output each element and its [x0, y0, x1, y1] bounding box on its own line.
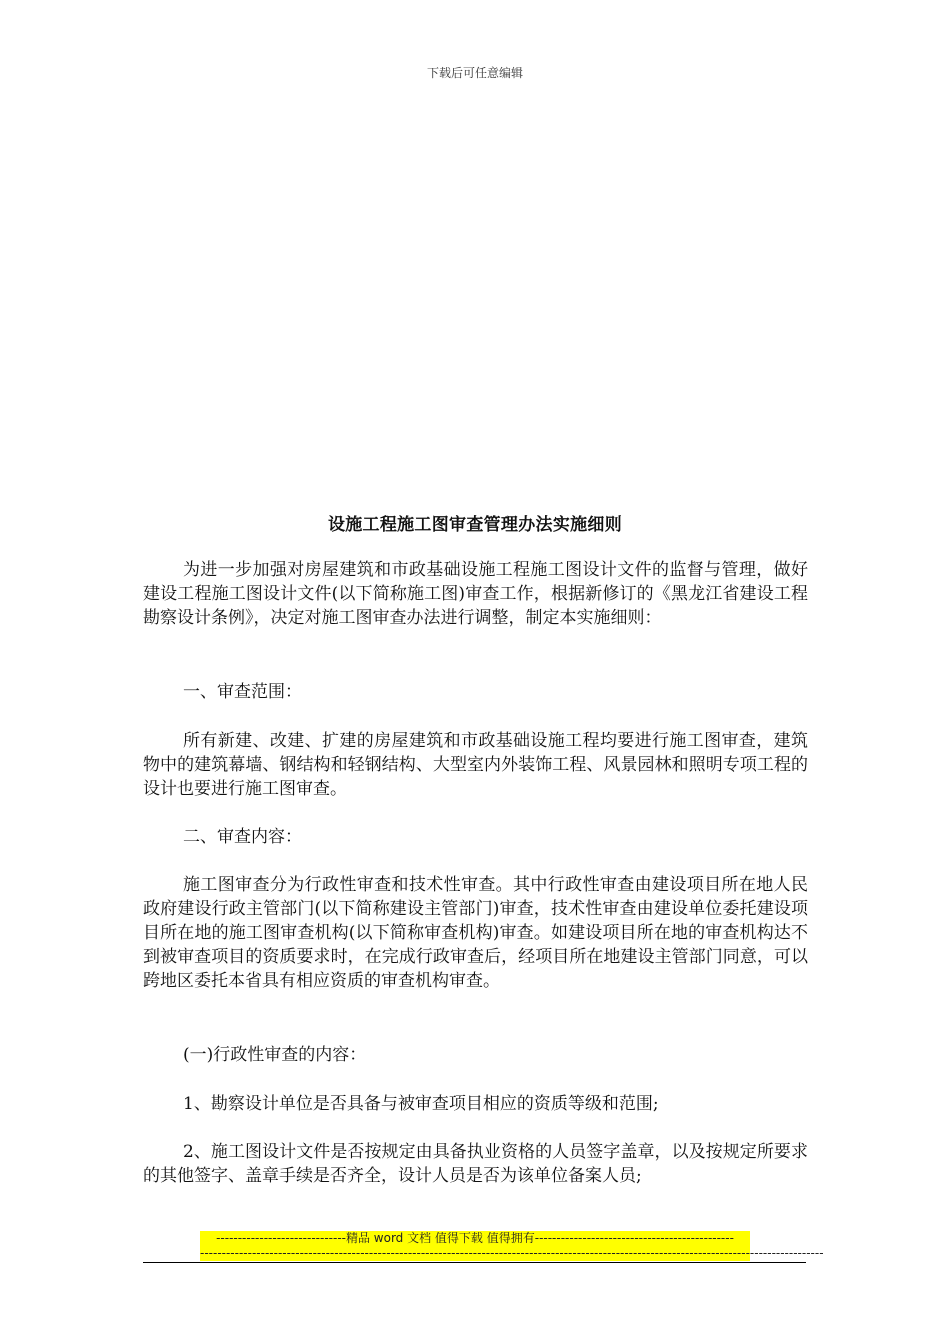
section-1-heading: 一、审查范围：	[183, 682, 302, 702]
footer-banner-line-2: ------------------------------------------------------------------------------------------------------------------------------------------------	[200, 1246, 824, 1260]
page-header: 下载后可任意编辑	[426, 66, 523, 80]
intro-paragraph: 为进一步加强对房屋建筑和市政基础设施工程施工图设计文件的监督与管理，做好建设工程施工图设计文件(以下简称施工图)审查工作，根据新修订的《黑龙江省建设工程勘察设计条例》，决定对施工图审查办法进行调整，制定本实施细则：	[143, 560, 808, 628]
section-2-paragraph: 施工图审查分为行政性审查和技术性审查。其中行政性审查由建设项目所在地人民政府建设行政主管部门(以下简称建设主管部门)审查，技术性审查由建设单位委托建设项目所在地的施工图审查机构(以下简称审查机构)审查。如建设项目所在地的审查机构达不到被审查项目的资质要求时，在完成行政审查后，经项目所在地建设主管部门同意，可以跨地区委托本省具有相应资质的审查机构审查。	[143, 875, 808, 991]
list-item-2: 2、施工图设计文件是否按规定由具备执业资格的人员签字盖章，以及按规定所要求的其他签字、盖章手续是否齐全，设计人员是否为该单位备案人员;	[143, 1142, 808, 1186]
section-2-heading: 二、审查内容：	[183, 827, 302, 847]
footer-divider	[143, 1262, 806, 1263]
footer-banner	[200, 1231, 824, 1261]
subsection-1-heading: (一)行政性审查的内容：	[183, 1045, 367, 1065]
list-item-1: 1、勘察设计单位是否具备与被审查项目相应的资质等级和范围;	[183, 1094, 659, 1114]
section-1-paragraph: 所有新建、改建、扩建的房屋建筑和市政基础设施工程均要进行施工图审查，建筑物中的建筑幕墙、钢结构和轻钢结构、大型室内外装饰工程、风景园林和照明专项工程的设计也要进行施工图审查。	[143, 731, 808, 799]
footer-banner-line-1: ------------------------------精品 word 文档 值得下载 值得拥有----------------------------------------------	[200, 1231, 750, 1246]
document-title: 设施工程施工图审查管理办法实施细则	[327, 515, 623, 535]
